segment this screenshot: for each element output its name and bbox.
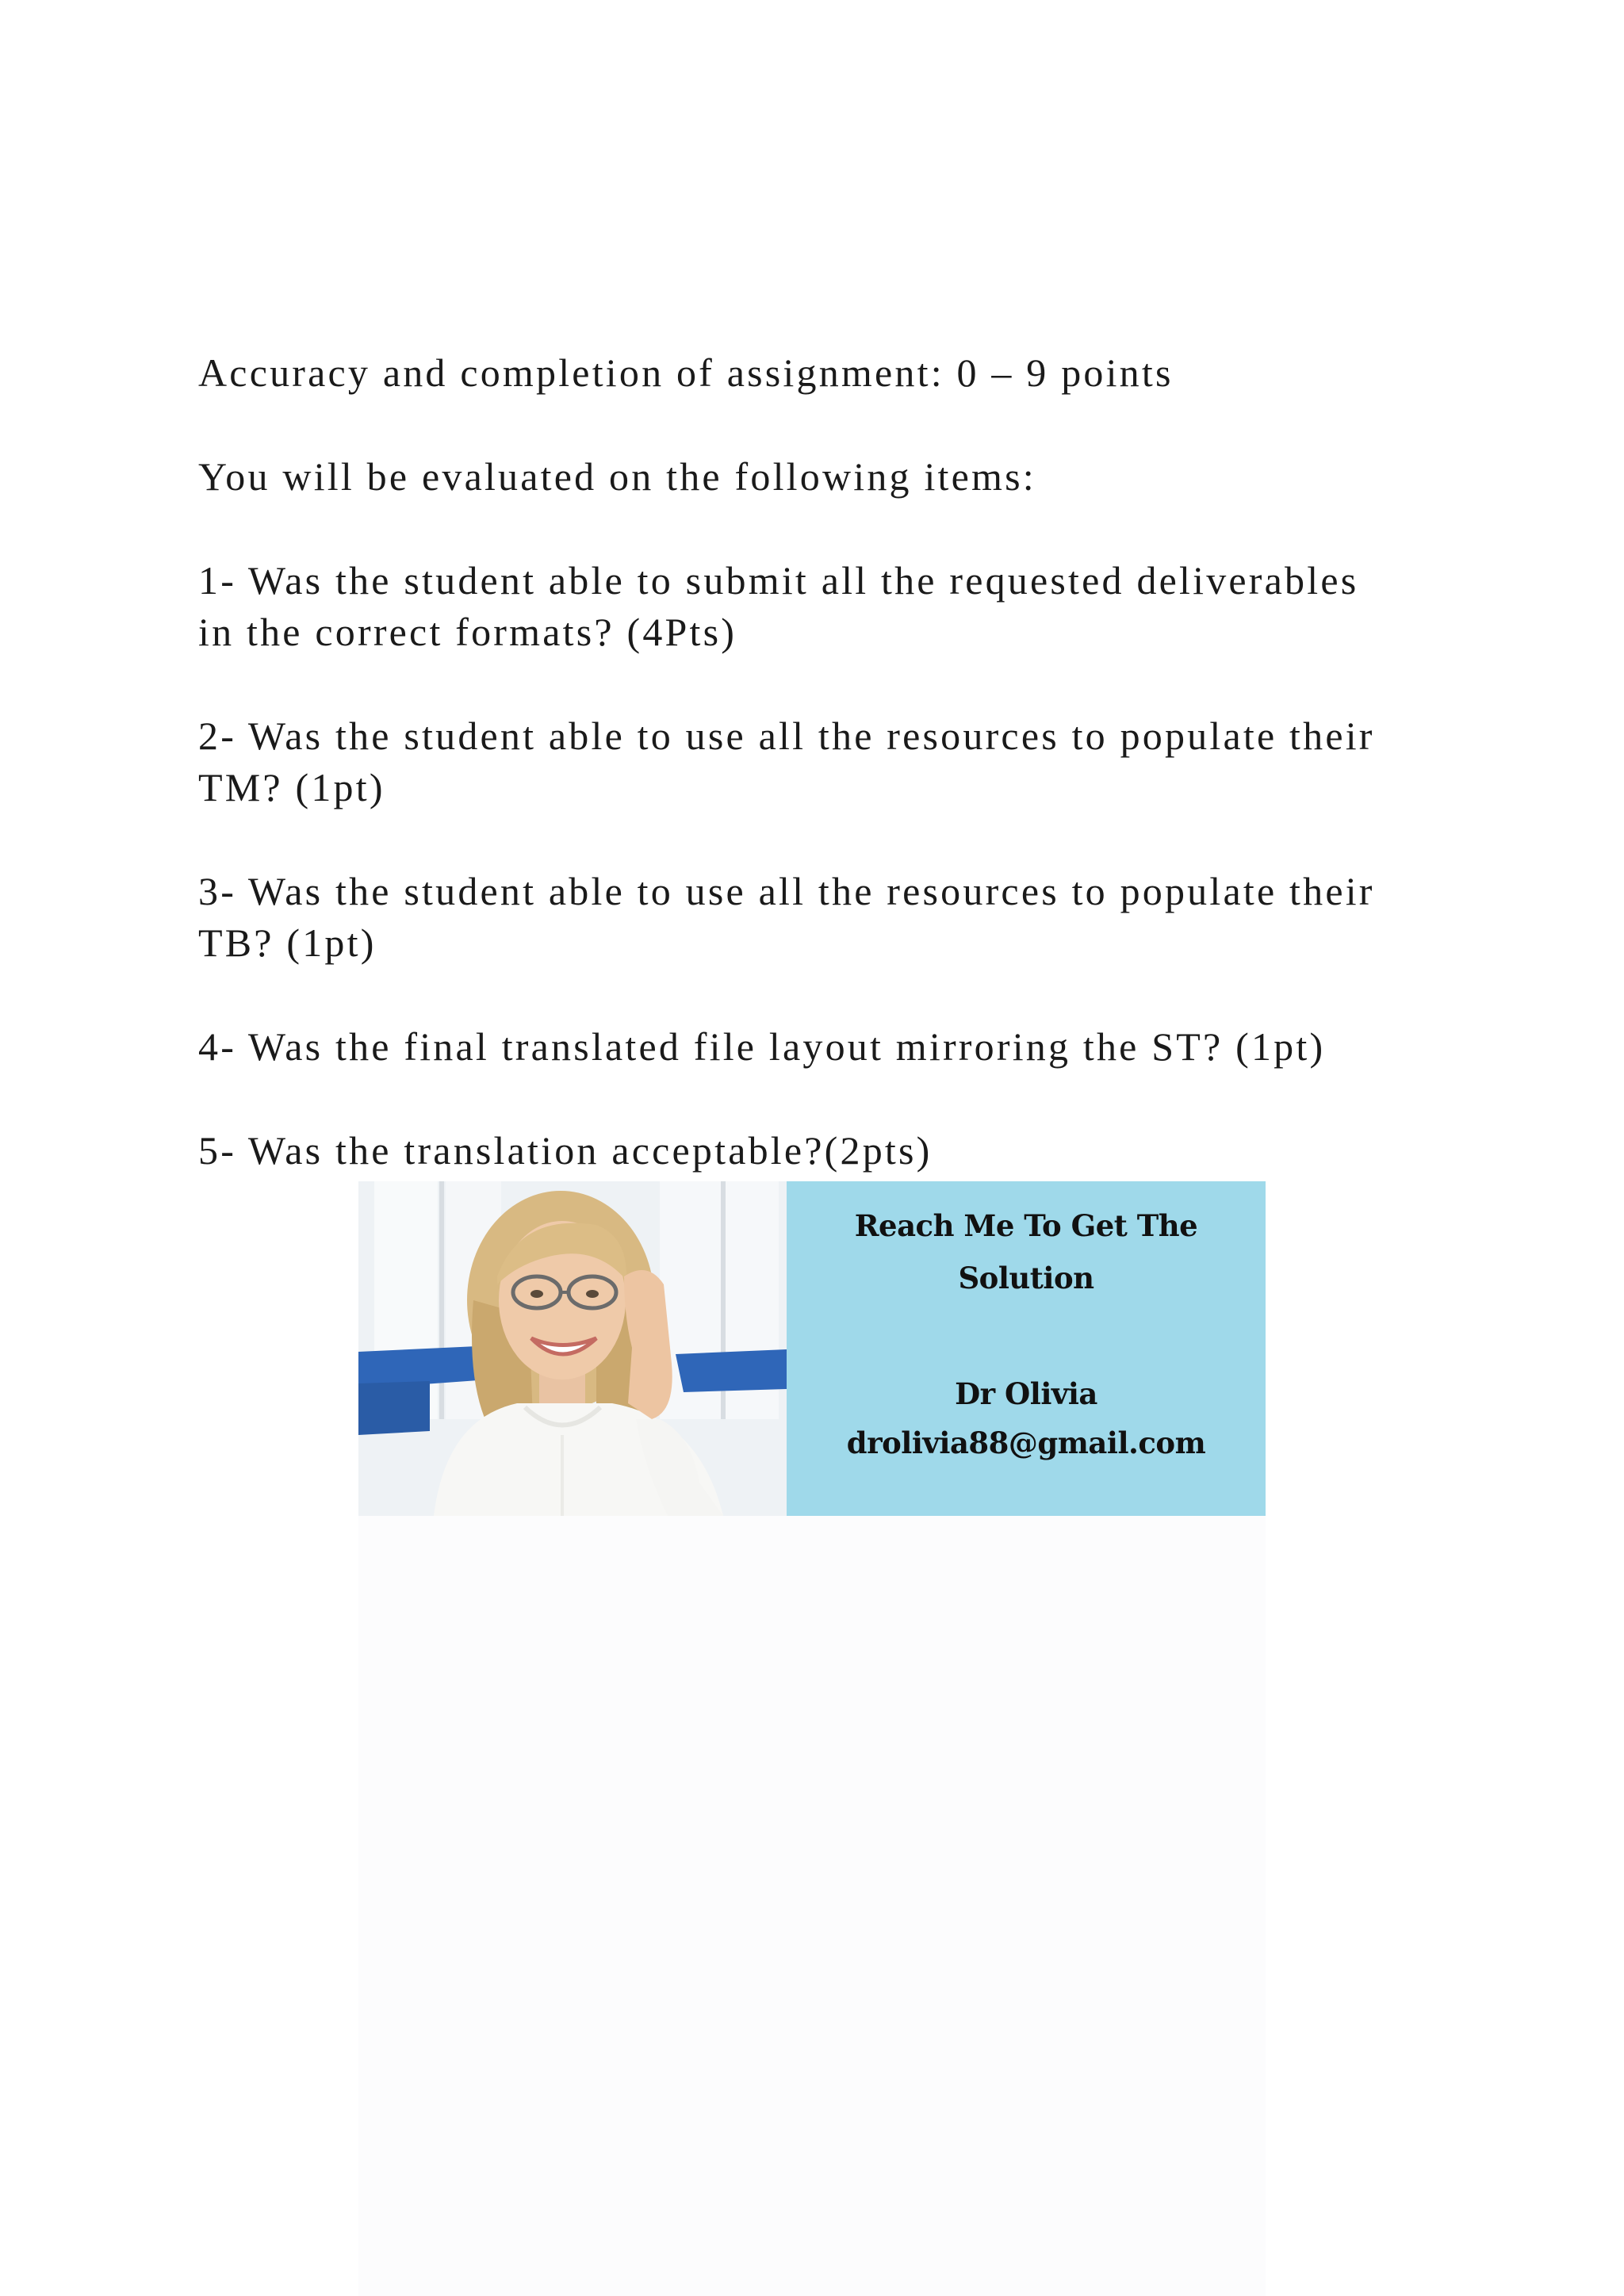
rubric-heading: Accuracy and completion of assignment: 0 – 9 points — [198, 350, 1174, 395]
rubric-item-5: 5- Was the translation acceptable?(2pts) — [198, 1128, 933, 1173]
rubric-intro: You will be evaluated on the following items: — [198, 454, 1036, 499]
woman-with-glasses-photo — [358, 1181, 787, 1516]
rubric-item-3: 3- Was the student able to use all the resources to populate their TB? (1pt) — [198, 869, 1375, 965]
contact-panel — [787, 1181, 1266, 1516]
faint-background-area — [358, 1516, 1266, 2296]
assignment-rubric — [198, 347, 1483, 1177]
contact-name: Dr Olivia — [955, 1376, 1097, 1411]
contact-banner — [358, 1181, 1266, 1516]
rubric-item-4: 4- Was the final translated file layout mirroring the ST? (1pt) — [198, 1024, 1326, 1069]
contact-heading-line-1: Reach Me To Get The — [854, 1208, 1198, 1243]
contact-email: drolivia88@gmail.com — [846, 1425, 1206, 1460]
contact-heading-line-2: Solution — [958, 1261, 1094, 1295]
rubric-item-1: 1- Was the student able to submit all the requested deliverables in the correct formats? (4Pts) — [198, 558, 1359, 654]
rubric-item-2: 2- Was the student able to use all the resources to populate their TM? (1pt) — [198, 714, 1375, 809]
